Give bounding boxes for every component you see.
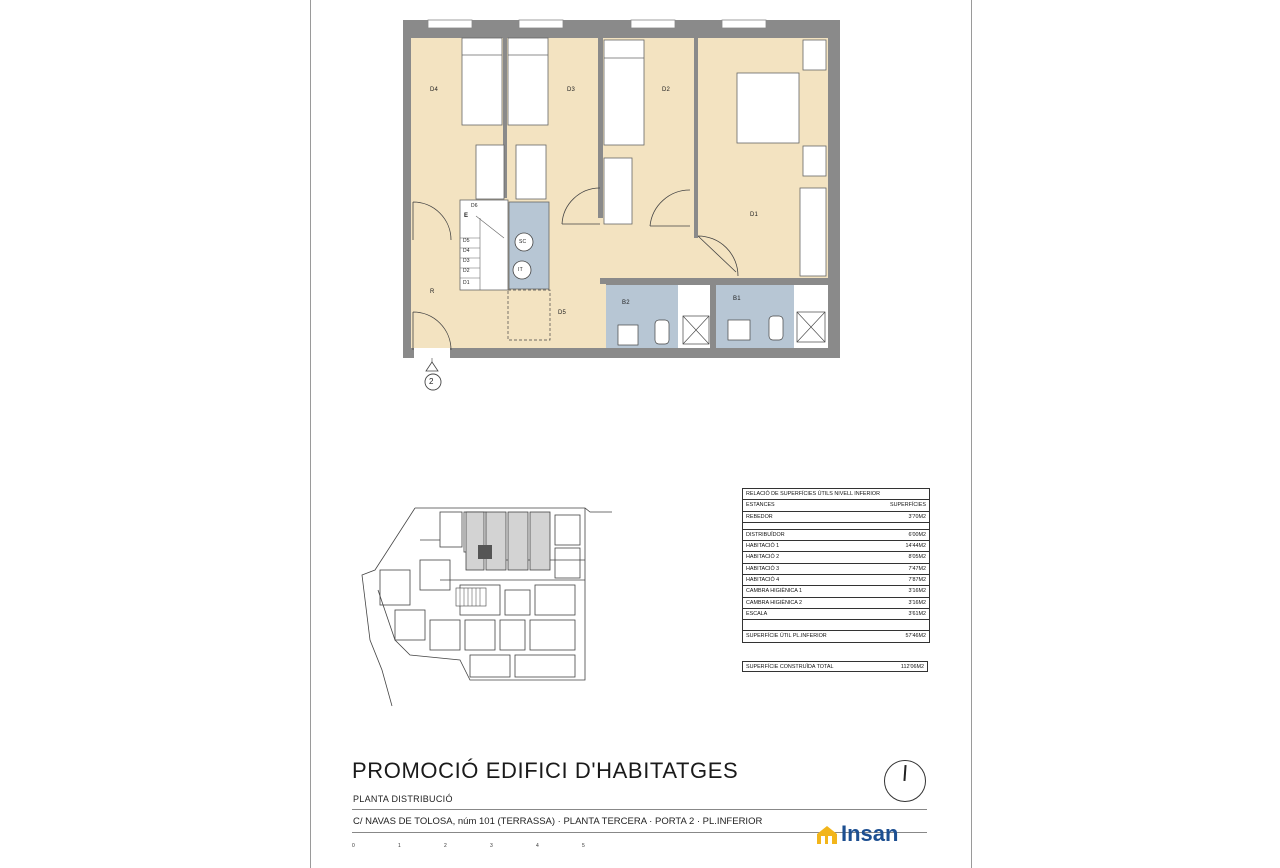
table-spacer <box>743 620 929 631</box>
room-label-d2: D2 <box>662 87 671 93</box>
scale-tick: 1 <box>398 843 401 849</box>
table-column-headers: ESTANCES SUPERFÍCIES <box>743 500 929 511</box>
room-label-d1: D1 <box>750 212 759 218</box>
table-row: HABITACIÓ 3 7'47M2 <box>743 564 929 575</box>
built-surface-total: SUPERFÍCIE CONSTRUÏDA TOTAL 112'06M2 <box>742 661 928 672</box>
scale-tick: 2 <box>444 843 447 849</box>
insan-logo-icon <box>815 822 839 846</box>
room-label-sc: SC <box>519 239 527 245</box>
table-row: HABITACIÓ 4 7'87M2 <box>743 575 929 586</box>
room-label-r: R <box>430 289 435 295</box>
table-row: HABITACIÓ 1 14'44M2 <box>743 541 929 552</box>
room-label-it: IT <box>518 267 523 273</box>
stair-label: D5 <box>463 238 470 244</box>
brand-name: Insan <box>841 821 899 846</box>
drawing-subtitle: PLANTA DISTRIBUCIÓ <box>353 794 453 804</box>
room-label-b1: B1 <box>733 296 741 302</box>
table-row: ESCALA 3'61M2 <box>743 609 929 620</box>
useful-surface-total: SUPERFÍCIE ÚTIL PL.INFERIOR 57'46M2 <box>746 633 926 640</box>
stair-label: D4 <box>463 248 470 254</box>
table-row: HABITACIÓ 2 8'05M2 <box>743 552 929 563</box>
section-marker-label: 2 <box>429 377 434 386</box>
room-label-d3: D3 <box>567 87 576 93</box>
surface-table <box>742 488 930 643</box>
table-row: REBEDOR 3'70M2 <box>743 512 929 523</box>
stair-label: D1 <box>463 280 470 286</box>
insan-logo <box>815 822 898 846</box>
room-label-b2: B2 <box>622 300 630 306</box>
table-row: CAMBRA HIGIÈNICA 2 3'16M2 <box>743 598 929 609</box>
scale-tick: 3 <box>490 843 493 849</box>
table-header: RELACIÓ DE SUPERFÍCIES ÚTILS NIVELL INFERIOR <box>743 489 929 500</box>
site-location-plan <box>355 500 615 710</box>
project-title: PROMOCIÓ EDIFICI D'HABITATGES <box>352 758 739 783</box>
scale-tick: 5 <box>582 843 585 849</box>
table-row: DISTRIBUÏDOR 6'00M2 <box>743 530 929 541</box>
scale-tick: 4 <box>536 843 539 849</box>
divider <box>352 809 927 810</box>
table-spacer <box>743 523 929 530</box>
stair-label: D3 <box>463 258 470 264</box>
room-label-d5: D5 <box>558 310 567 316</box>
room-label-d4: D4 <box>430 87 439 93</box>
table-row: CAMBRA HIGIÈNICA 1 3'16M2 <box>743 586 929 597</box>
stair-label: D6 <box>471 203 478 209</box>
north-arrow-icon <box>884 760 926 802</box>
stair-label: D2 <box>463 268 470 274</box>
project-address: C/ NAVAS DE TOLOSA, núm 101 (TERRASSA) · PLANTA TERCERA · PORTA 2 · PL.INFERIOR <box>353 816 763 827</box>
scale-tick: 0 <box>352 843 355 849</box>
stair-label: E <box>464 213 469 219</box>
